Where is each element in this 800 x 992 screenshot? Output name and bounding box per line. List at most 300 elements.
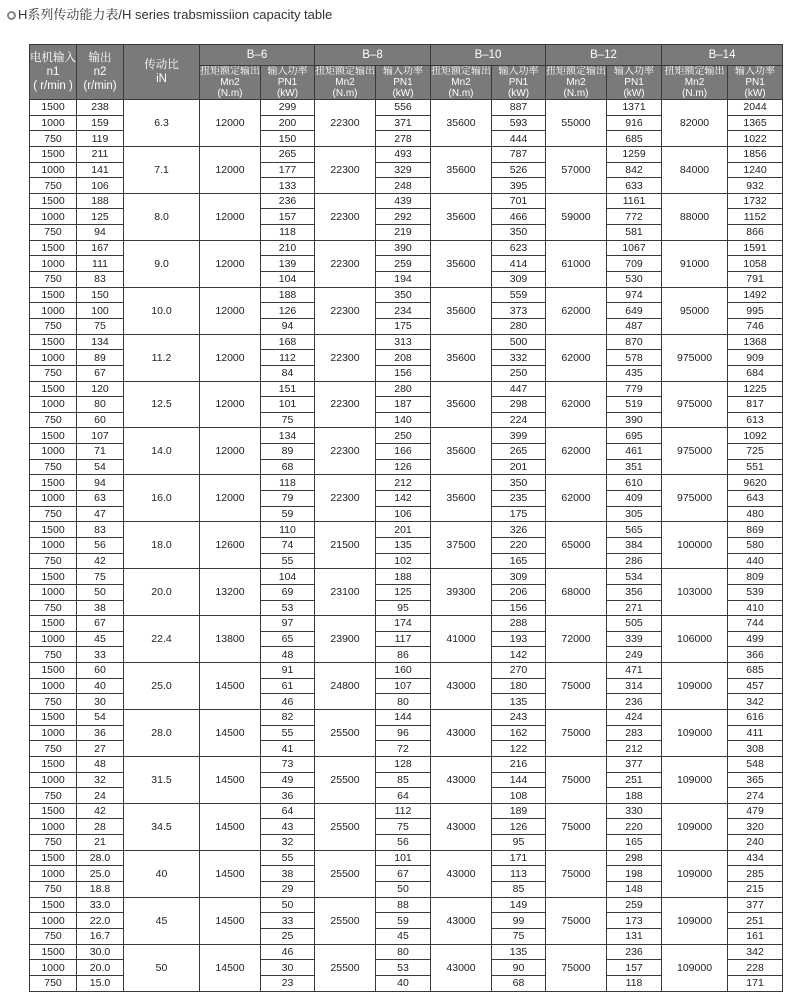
n1-cell: 1500 — [30, 803, 77, 819]
mn2-cell: 25500 — [315, 709, 376, 756]
pn1-cell: 216 — [492, 756, 546, 772]
pn1-cell: 212 — [607, 741, 662, 757]
table-row — [30, 616, 783, 632]
mn2-cell: 12000 — [200, 287, 261, 334]
mn2-cell: 68000 — [546, 569, 607, 616]
pn1-cell: 649 — [607, 303, 662, 319]
pn1-cell: 187 — [376, 397, 431, 413]
n1-cell: 1000 — [30, 162, 77, 178]
header-pn1-line3: (kW) — [744, 88, 766, 99]
n2-cell: 48 — [77, 756, 124, 772]
n2-cell: 83 — [77, 272, 124, 288]
n1-cell: 1500 — [30, 334, 77, 350]
pn1-cell: 330 — [607, 803, 662, 819]
pn1-cell: 870 — [607, 334, 662, 350]
table-row — [30, 522, 783, 538]
pn1-cell: 91 — [261, 663, 315, 679]
pn1-cell: 220 — [607, 819, 662, 835]
pn1-cell: 139 — [261, 256, 315, 272]
pn1-cell: 581 — [607, 225, 662, 241]
pn1-cell: 29 — [261, 882, 315, 898]
n1-cell: 1500 — [30, 146, 77, 162]
header-n1-line1: 电机输入 — [30, 52, 76, 64]
pn1-cell: 932 — [728, 178, 783, 194]
pn1-cell: 248 — [376, 178, 431, 194]
pn1-cell: 1225 — [728, 381, 783, 397]
pn1-cell: 220 — [492, 537, 546, 553]
pn1-cell: 180 — [492, 678, 546, 694]
mn2-cell: 75000 — [546, 756, 607, 803]
ratio-cell: 11.2 — [124, 334, 200, 381]
table-row — [30, 428, 783, 444]
n1-cell: 750 — [30, 412, 77, 428]
ratio-cell: 22.4 — [124, 616, 200, 663]
table-header — [30, 45, 783, 100]
mn2-cell: 12000 — [200, 100, 261, 147]
table-row — [30, 193, 783, 209]
n2-cell: 32 — [77, 772, 124, 788]
n2-cell: 238 — [77, 100, 124, 116]
mn2-cell: 25500 — [315, 803, 376, 850]
pn1-cell: 791 — [728, 272, 783, 288]
pn1-cell: 9620 — [728, 475, 783, 491]
pn1-cell: 201 — [492, 459, 546, 475]
n2-cell: 89 — [77, 350, 124, 366]
n2-cell: 54 — [77, 459, 124, 475]
pn1-cell: 198 — [607, 866, 662, 882]
pn1-cell: 142 — [376, 491, 431, 507]
pn1-cell: 709 — [607, 256, 662, 272]
n1-cell: 750 — [30, 365, 77, 381]
mn2-cell: 41000 — [431, 616, 492, 663]
mn2-cell: 95000 — [662, 287, 728, 334]
mn2-cell: 13800 — [200, 616, 261, 663]
mn2-cell: 35600 — [431, 334, 492, 381]
n1-cell: 1500 — [30, 193, 77, 209]
pn1-cell: 88 — [376, 897, 431, 913]
pn1-cell: 94 — [261, 318, 315, 334]
pn1-cell: 95 — [376, 600, 431, 616]
mn2-cell: 22300 — [315, 381, 376, 428]
pn1-cell: 174 — [376, 616, 431, 632]
pn1-cell: 64 — [261, 803, 315, 819]
pn1-cell: 85 — [376, 772, 431, 788]
mn2-cell: 35600 — [431, 428, 492, 475]
n2-cell: 18.8 — [77, 882, 124, 898]
pn1-cell: 118 — [607, 975, 662, 991]
pn1-cell: 288 — [492, 616, 546, 632]
header-pn1-line2: PN1 — [745, 77, 765, 88]
n1-cell: 750 — [30, 272, 77, 288]
pn1-cell: 371 — [376, 115, 431, 131]
pn1-cell: 201 — [376, 522, 431, 538]
pn1-cell: 259 — [607, 897, 662, 913]
pn1-cell: 817 — [728, 397, 783, 413]
n1-cell: 750 — [30, 459, 77, 475]
n1-cell: 1500 — [30, 756, 77, 772]
pn1-cell: 440 — [728, 553, 783, 569]
pn1-cell: 1058 — [728, 256, 783, 272]
n2-cell: 188 — [77, 193, 124, 209]
pn1-cell: 59 — [261, 506, 315, 522]
pn1-cell: 97 — [261, 616, 315, 632]
pn1-cell: 366 — [728, 647, 783, 663]
pn1-cell: 314 — [607, 678, 662, 694]
pn1-cell: 787 — [492, 146, 546, 162]
header-pn1-line1: 输入功率 — [383, 66, 423, 77]
pn1-cell: 414 — [492, 256, 546, 272]
mn2-cell: 39300 — [431, 569, 492, 616]
pn1-cell: 40 — [376, 975, 431, 991]
pn1-cell: 236 — [607, 944, 662, 960]
mn2-cell: 72000 — [546, 616, 607, 663]
mn2-cell: 75000 — [546, 944, 607, 991]
n2-cell: 141 — [77, 162, 124, 178]
n1-cell: 1000 — [30, 537, 77, 553]
n2-cell: 40 — [77, 678, 124, 694]
n2-cell: 28.0 — [77, 850, 124, 866]
ratio-cell: 28.0 — [124, 709, 200, 756]
circle-bullet-icon — [7, 11, 16, 20]
pn1-cell: 356 — [607, 584, 662, 600]
n2-cell: 27 — [77, 741, 124, 757]
table-row — [30, 709, 783, 725]
pn1-cell: 53 — [261, 600, 315, 616]
ratio-cell: 16.0 — [124, 475, 200, 522]
mn2-cell: 12000 — [200, 240, 261, 287]
pn1-cell: 384 — [607, 537, 662, 553]
pn1-cell: 72 — [376, 741, 431, 757]
pn1-cell: 251 — [728, 913, 783, 929]
pn1-cell: 685 — [728, 663, 783, 679]
n1-cell: 1000 — [30, 444, 77, 460]
header-pn1 — [728, 66, 783, 100]
page-title-text: H系列传动能力表/H series trabsmissiion capacity table — [18, 7, 333, 22]
pn1-cell: 409 — [607, 491, 662, 507]
header-mn2 — [431, 66, 492, 100]
pn1-cell: 251 — [607, 772, 662, 788]
header-pn1-line1: 输入功率 — [267, 66, 308, 77]
pn1-cell: 377 — [728, 897, 783, 913]
pn1-cell: 101 — [376, 850, 431, 866]
header-mn2 — [315, 66, 376, 100]
pn1-cell: 69 — [261, 584, 315, 600]
pn1-cell: 610 — [607, 475, 662, 491]
pn1-cell: 175 — [376, 318, 431, 334]
pn1-cell: 534 — [607, 569, 662, 585]
pn1-cell: 320 — [728, 819, 783, 835]
pn1-cell: 48 — [261, 647, 315, 663]
pn1-cell: 365 — [728, 772, 783, 788]
ratio-cell: 45 — [124, 897, 200, 944]
pn1-cell: 350 — [492, 475, 546, 491]
pn1-cell: 329 — [376, 162, 431, 178]
pn1-cell: 50 — [261, 897, 315, 913]
header-mn2-line3: (N.m) — [332, 88, 358, 99]
pn1-cell: 43 — [261, 819, 315, 835]
pn1-cell: 118 — [261, 225, 315, 241]
n2-cell: 150 — [77, 287, 124, 303]
n1-cell: 750 — [30, 975, 77, 991]
mn2-cell: 22300 — [315, 240, 376, 287]
pn1-cell: 133 — [261, 178, 315, 194]
pn1-cell: 292 — [376, 209, 431, 225]
pn1-cell: 493 — [376, 146, 431, 162]
pn1-cell: 556 — [376, 100, 431, 116]
n2-cell: 42 — [77, 803, 124, 819]
pn1-cell: 135 — [492, 944, 546, 960]
pn1-cell: 519 — [607, 397, 662, 413]
pn1-cell: 270 — [492, 663, 546, 679]
ratio-cell: 6.3 — [124, 100, 200, 147]
mn2-cell: 35600 — [431, 287, 492, 334]
mn2-cell: 91000 — [662, 240, 728, 287]
n2-cell: 30.0 — [77, 944, 124, 960]
pn1-cell: 351 — [607, 459, 662, 475]
n1-cell: 1500 — [30, 287, 77, 303]
n2-cell: 125 — [77, 209, 124, 225]
header-mn2-line3: (N.m) — [217, 88, 243, 99]
pn1-cell: 85 — [492, 882, 546, 898]
pn1-cell: 55 — [261, 850, 315, 866]
n2-cell: 159 — [77, 115, 124, 131]
n1-cell: 1500 — [30, 569, 77, 585]
mn2-cell: 25500 — [315, 897, 376, 944]
mn2-cell: 109000 — [662, 803, 728, 850]
header-mn2-line3: (N.m) — [448, 88, 474, 99]
ratio-cell: 12.5 — [124, 381, 200, 428]
n1-cell: 750 — [30, 928, 77, 944]
n1-cell: 1000 — [30, 866, 77, 882]
pn1-cell: 350 — [376, 287, 431, 303]
pn1-cell: 234 — [376, 303, 431, 319]
header-n2 — [77, 45, 124, 100]
pn1-cell: 390 — [607, 412, 662, 428]
pn1-cell: 1161 — [607, 193, 662, 209]
pn1-cell: 75 — [492, 928, 546, 944]
n1-cell: 1000 — [30, 725, 77, 741]
pn1-cell: 61 — [261, 678, 315, 694]
mn2-cell: 43000 — [431, 709, 492, 756]
ratio-cell: 40 — [124, 850, 200, 897]
mn2-cell: 62000 — [546, 381, 607, 428]
pn1-cell: 144 — [492, 772, 546, 788]
n2-cell: 50 — [77, 584, 124, 600]
n1-cell: 750 — [30, 178, 77, 194]
pn1-cell: 578 — [607, 350, 662, 366]
n1-cell: 750 — [30, 553, 77, 569]
pn1-cell: 46 — [261, 944, 315, 960]
header-mn2-line1: 扭矩额定输出 — [200, 66, 260, 77]
n1-cell: 1000 — [30, 772, 77, 788]
pn1-cell: 1856 — [728, 146, 783, 162]
n1-cell: 1500 — [30, 381, 77, 397]
pn1-cell: 332 — [492, 350, 546, 366]
pn1-cell: 33 — [261, 913, 315, 929]
n2-cell: 100 — [77, 303, 124, 319]
n2-cell: 15.0 — [77, 975, 124, 991]
n2-cell: 33.0 — [77, 897, 124, 913]
header-pn1-line3: (kW) — [623, 88, 645, 99]
pn1-cell: 106 — [376, 506, 431, 522]
header-mn2-line2: Mn2 — [566, 77, 586, 88]
pn1-cell: 2044 — [728, 100, 783, 116]
pn1-cell: 342 — [728, 694, 783, 710]
n2-cell: 24 — [77, 788, 124, 804]
n1-cell: 1500 — [30, 663, 77, 679]
pn1-cell: 299 — [261, 100, 315, 116]
pn1-cell: 82 — [261, 709, 315, 725]
pn1-cell: 887 — [492, 100, 546, 116]
pn1-cell: 909 — [728, 350, 783, 366]
n1-cell: 750 — [30, 694, 77, 710]
pn1-cell: 411 — [728, 725, 783, 741]
table-row — [30, 897, 783, 913]
pn1-cell: 79 — [261, 491, 315, 507]
n1-cell: 1000 — [30, 256, 77, 272]
pn1-cell: 298 — [607, 850, 662, 866]
pn1-cell: 725 — [728, 444, 783, 460]
pn1-cell: 326 — [492, 522, 546, 538]
pn1-cell: 144 — [376, 709, 431, 725]
pn1-cell: 424 — [607, 709, 662, 725]
header-pn1-line3: (kW) — [276, 88, 299, 99]
mn2-cell: 43000 — [431, 850, 492, 897]
pn1-cell: 286 — [607, 553, 662, 569]
pn1-cell: 466 — [492, 209, 546, 225]
pn1-cell: 165 — [492, 553, 546, 569]
pn1-cell: 499 — [728, 631, 783, 647]
pn1-cell: 112 — [261, 350, 315, 366]
pn1-cell: 308 — [728, 741, 783, 757]
mn2-cell: 62000 — [546, 334, 607, 381]
header-pn1 — [492, 66, 546, 100]
pn1-cell: 68 — [492, 975, 546, 991]
pn1-cell: 471 — [607, 663, 662, 679]
pn1-cell: 165 — [607, 835, 662, 851]
header-mn2-line1: 扭矩额定输出 — [664, 66, 725, 77]
mn2-cell: 975000 — [662, 334, 728, 381]
header-mn2-line1: 扭矩额定输出 — [431, 66, 491, 77]
pn1-cell: 613 — [728, 412, 783, 428]
header-mn2-line2: Mn2 — [684, 77, 705, 88]
pn1-cell: 580 — [728, 537, 783, 553]
pn1-cell: 45 — [376, 928, 431, 944]
header-model-b12: B–12 — [546, 45, 662, 66]
pn1-cell: 38 — [261, 866, 315, 882]
pn1-cell: 157 — [261, 209, 315, 225]
pn1-cell: 283 — [607, 725, 662, 741]
pn1-cell: 313 — [376, 334, 431, 350]
pn1-cell: 265 — [492, 444, 546, 460]
n2-cell: 45 — [77, 631, 124, 647]
n2-cell: 67 — [77, 616, 124, 632]
ratio-cell: 14.0 — [124, 428, 200, 475]
pn1-cell: 175 — [492, 506, 546, 522]
pn1-cell: 390 — [376, 240, 431, 256]
pn1-cell: 55 — [261, 725, 315, 741]
header-mn2-line3: (N.m) — [563, 88, 589, 99]
n2-cell: 80 — [77, 397, 124, 413]
mn2-cell: 22300 — [315, 287, 376, 334]
table-row — [30, 944, 783, 960]
pn1-cell: 50 — [376, 882, 431, 898]
pn1-cell: 110 — [261, 522, 315, 538]
pn1-cell: 695 — [607, 428, 662, 444]
pn1-cell: 643 — [728, 491, 783, 507]
mn2-cell: 14500 — [200, 850, 261, 897]
mn2-cell: 23100 — [315, 569, 376, 616]
pn1-cell: 271 — [607, 600, 662, 616]
pn1-cell: 616 — [728, 709, 783, 725]
n2-cell: 30 — [77, 694, 124, 710]
n1-cell: 1000 — [30, 303, 77, 319]
pn1-cell: 157 — [607, 960, 662, 976]
n1-cell: 1000 — [30, 584, 77, 600]
table-row — [30, 850, 783, 866]
n2-cell: 42 — [77, 553, 124, 569]
pn1-cell: 240 — [728, 835, 783, 851]
n2-cell: 106 — [77, 178, 124, 194]
mn2-cell: 12000 — [200, 193, 261, 240]
pn1-cell: 1092 — [728, 428, 783, 444]
header-n2-line3: (r/min) — [83, 80, 117, 92]
ratio-cell: 8.0 — [124, 193, 200, 240]
pn1-cell: 200 — [261, 115, 315, 131]
pn1-cell: 150 — [261, 131, 315, 147]
pn1-cell: 701 — [492, 193, 546, 209]
mn2-cell: 22300 — [315, 146, 376, 193]
mn2-cell: 75000 — [546, 803, 607, 850]
header-pn1-line2: PN1 — [277, 77, 298, 88]
pn1-cell: 75 — [376, 819, 431, 835]
pn1-cell: 842 — [607, 162, 662, 178]
ratio-cell: 34.5 — [124, 803, 200, 850]
header-model-b6: B–6 — [200, 45, 315, 66]
pn1-cell: 435 — [607, 365, 662, 381]
mn2-cell: 75000 — [546, 850, 607, 897]
n1-cell: 750 — [30, 788, 77, 804]
mn2-cell: 43000 — [431, 663, 492, 710]
n2-cell: 22.0 — [77, 913, 124, 929]
pn1-cell: 206 — [492, 584, 546, 600]
header-ratio-line1: 传动比 — [144, 59, 179, 71]
n1-cell: 1000 — [30, 397, 77, 413]
mn2-cell: 25500 — [315, 756, 376, 803]
n2-cell: 38 — [77, 600, 124, 616]
pn1-cell: 171 — [492, 850, 546, 866]
pn1-cell: 41 — [261, 741, 315, 757]
pn1-cell: 212 — [376, 475, 431, 491]
pn1-cell: 1240 — [728, 162, 783, 178]
pn1-cell: 809 — [728, 569, 783, 585]
header-mn2 — [546, 66, 607, 100]
pn1-cell: 274 — [728, 788, 783, 804]
pn1-cell: 151 — [261, 381, 315, 397]
header-pn1-line1: 输入功率 — [735, 66, 776, 77]
table-row — [30, 381, 783, 397]
pn1-cell: 84 — [261, 365, 315, 381]
pn1-cell: 1591 — [728, 240, 783, 256]
n2-cell: 75 — [77, 318, 124, 334]
pn1-cell: 744 — [728, 616, 783, 632]
pn1-cell: 779 — [607, 381, 662, 397]
mn2-cell: 35600 — [431, 475, 492, 522]
mn2-cell: 22300 — [315, 475, 376, 522]
pn1-cell: 377 — [607, 756, 662, 772]
mn2-cell: 14500 — [200, 709, 261, 756]
header-pn1-line1: 输入功率 — [498, 66, 539, 77]
